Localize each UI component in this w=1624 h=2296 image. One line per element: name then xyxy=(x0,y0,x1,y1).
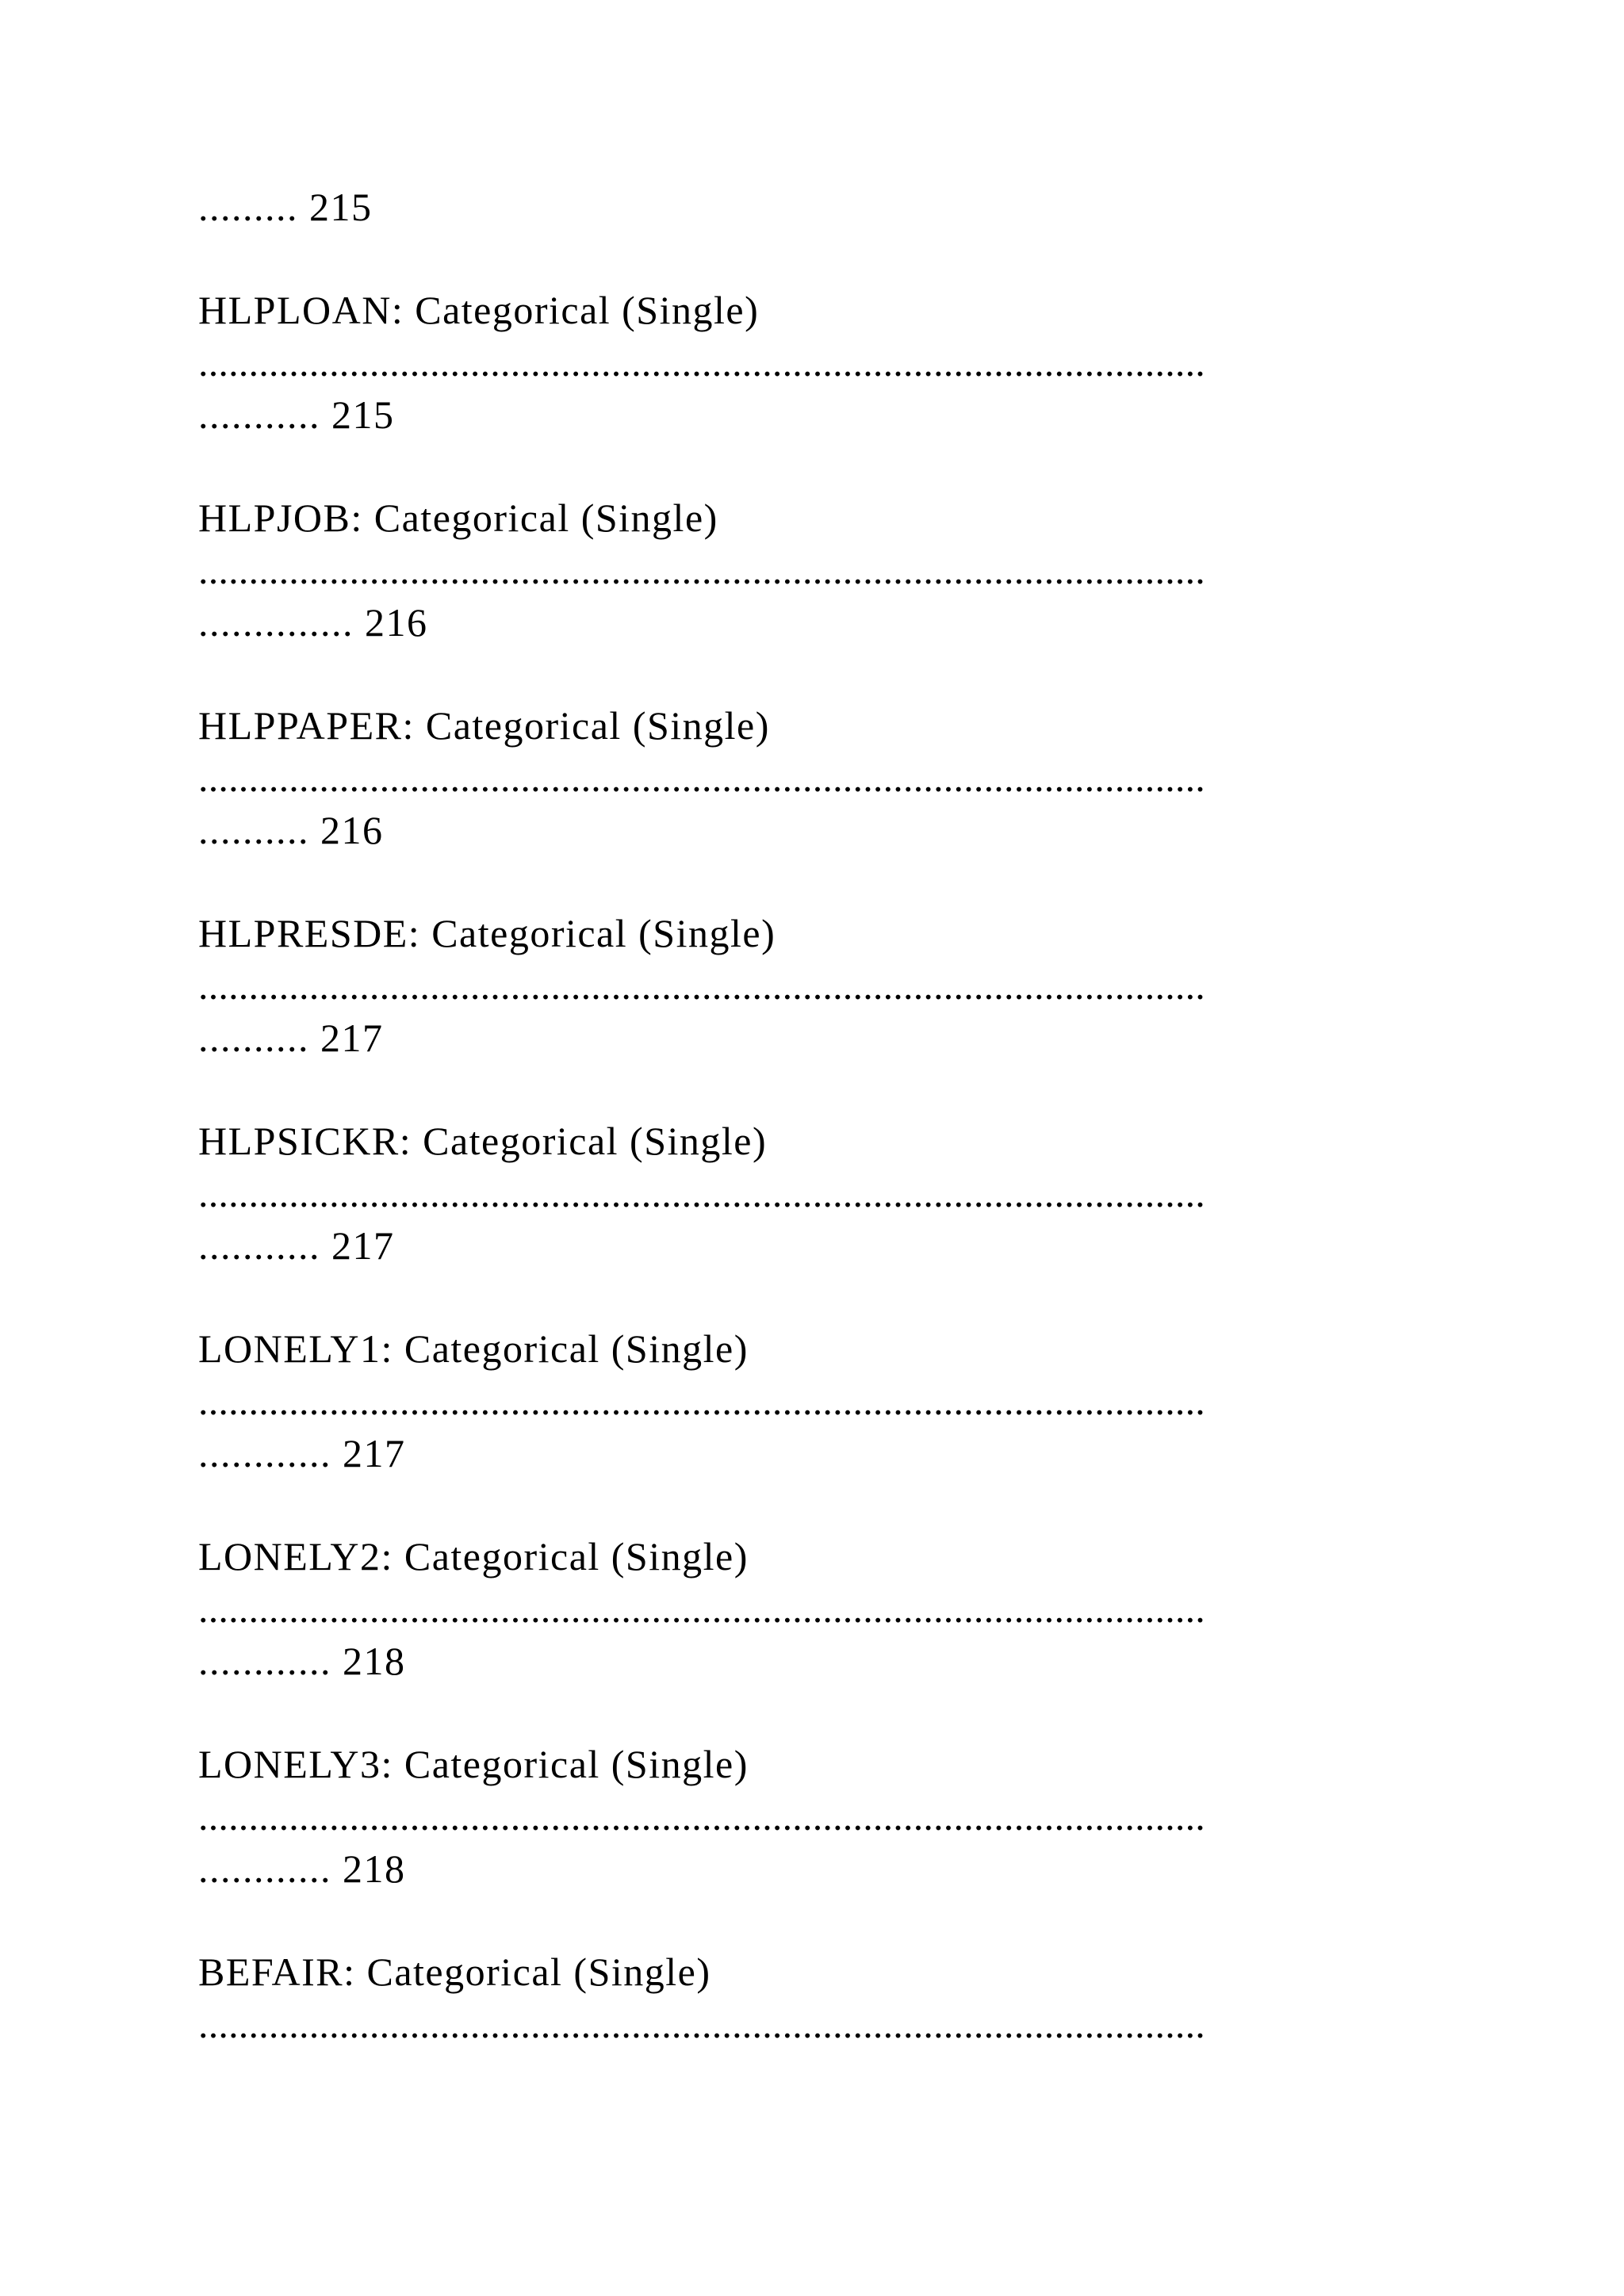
toc-entry-heading: HLPSICKR: Categorical (Single) xyxy=(198,1119,768,1163)
toc-entry xyxy=(198,1946,1435,2050)
toc-entry-heading: LONELY2: Categorical (Single) xyxy=(198,1534,749,1578)
toc-entry xyxy=(198,284,1435,441)
toc-entry-page: ........... 215 xyxy=(198,392,395,437)
toc-entry-leader: .................................................................................................... xyxy=(198,1794,1205,1839)
toc-entry-page: .......... 217 xyxy=(198,1016,384,1060)
toc-entry-leader: .................................................................................................... xyxy=(198,756,1205,800)
toc-entry xyxy=(198,1530,1435,1687)
toc-entry-heading: LONELY1: Categorical (Single) xyxy=(198,1326,749,1371)
toc-entry-page: ............ 218 xyxy=(198,1639,406,1683)
toc-entry-leader: .................................................................................................... xyxy=(198,548,1205,592)
toc-entry-heading: BEFAIR: Categorical (Single) xyxy=(198,1950,711,1994)
toc-entry-page: .......... 216 xyxy=(198,808,384,852)
toc-entry-leader: .................................................................................................... xyxy=(198,1171,1205,1215)
toc-entry-leader: .................................................................................................... xyxy=(198,2002,1205,2046)
toc-entry-heading: HLPPAPER: Categorical (Single) xyxy=(198,703,770,748)
toc-entry xyxy=(198,492,1435,649)
toc-page xyxy=(198,181,1435,2050)
toc-entry-heading: HLPLOAN: Categorical (Single) xyxy=(198,288,760,332)
toc-entry-leader: .................................................................................................... xyxy=(198,1379,1205,1423)
toc-entry-page: ........... 217 xyxy=(198,1223,395,1268)
toc-entry-page: ............ 217 xyxy=(198,1431,406,1475)
toc-entry-heading: LONELY3: Categorical (Single) xyxy=(198,1742,749,1786)
toc-entry xyxy=(198,1322,1435,1479)
toc-entry-leader: .................................................................................................... xyxy=(198,340,1205,385)
toc-entry xyxy=(198,1115,1435,1272)
toc-lead-line: ......... 215 xyxy=(198,185,373,229)
toc-entry-page: ............ 218 xyxy=(198,1846,406,1891)
toc-entry xyxy=(198,907,1435,1064)
toc-entry xyxy=(198,1738,1435,1895)
toc-entry-leader: .................................................................................................... xyxy=(198,963,1205,1008)
toc-entry-heading: HLPRESDE: Categorical (Single) xyxy=(198,911,776,955)
toc-entry-leader: .................................................................................................... xyxy=(198,1586,1205,1631)
toc-entry-heading: HLPJOB: Categorical (Single) xyxy=(198,496,718,540)
toc-entry-page: .............. 216 xyxy=(198,600,428,645)
toc-entry xyxy=(198,699,1435,856)
